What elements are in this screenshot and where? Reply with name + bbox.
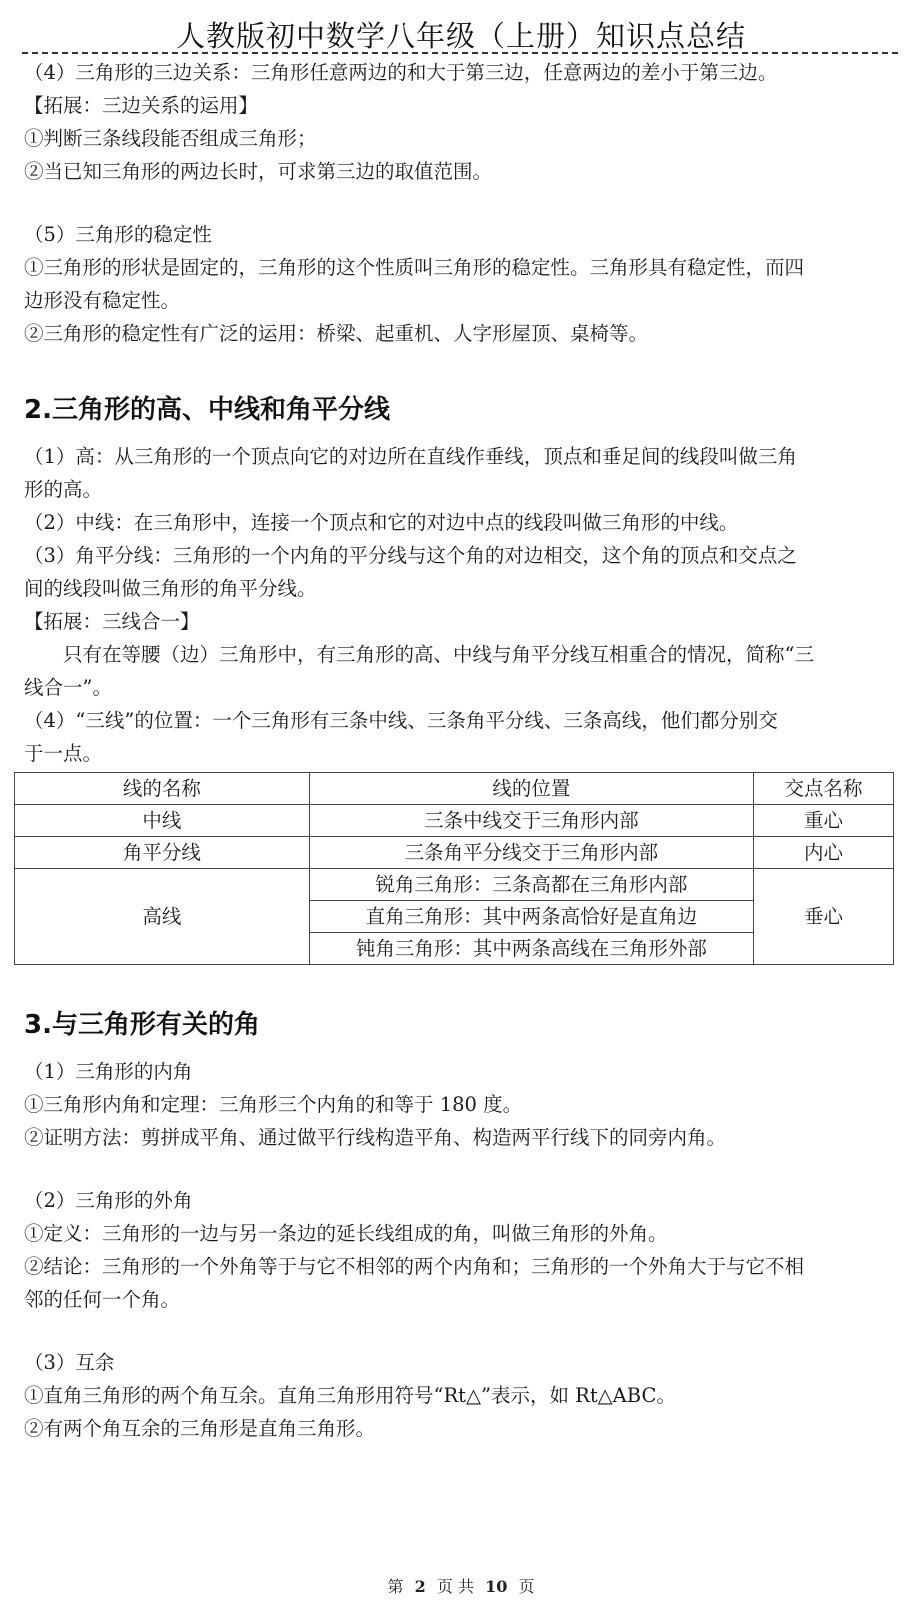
table-cell: 内心 (754, 837, 894, 869)
table-cell: 角平分线 (15, 837, 310, 869)
header-divider (22, 52, 898, 54)
footer-middle: 页 共 (436, 1577, 474, 1596)
section-2-heading: 2.三角形的高、中线和角平分线 (24, 395, 390, 425)
outer-angle-point-1: ①定义：三角形的一边与另一条边的延长线组成的角，叫做三角形的外角。 (24, 1222, 668, 1245)
document-body (24, 56, 902, 1445)
complementary-title: （3）互余 (24, 1351, 115, 1374)
three-lines-position-line-2: 于一点。 (24, 742, 103, 765)
table-cell: 三条中线交于三角形内部 (309, 805, 753, 837)
page-title: 人教版初中数学八年级（上册）知识点总结 (175, 19, 746, 53)
inner-angle-point-2: ②证明方法：剪拼成平角、通过做平行线构造平角、构造两平行线下的同旁内角。 (24, 1126, 727, 1149)
outer-angle-title: （2）三角形的外角 (24, 1189, 193, 1212)
footer-suffix: 页 (518, 1577, 535, 1596)
extension-title-three-lines: 【拓展：三线合一】 (24, 610, 200, 633)
three-lines-text-line-2: 线合一”。 (24, 676, 112, 699)
table-header-cell: 线的名称 (15, 773, 310, 805)
footer-page-number: 2 (414, 1577, 426, 1596)
table-header-cell: 线的位置 (309, 773, 753, 805)
triangle-sides-relation: （4）三角形的三边关系：三角形任意两边的和大于第三边，任意两边的差小于第三边。 (24, 61, 778, 84)
table-header-cell: 交点名称 (754, 773, 894, 805)
page-footer (0, 1574, 922, 1597)
table-row (15, 837, 894, 869)
spacer (24, 188, 902, 218)
footer-total-pages: 10 (485, 1577, 508, 1596)
spacer (24, 1154, 902, 1184)
footer-prefix: 第 (387, 1577, 404, 1596)
extension-item-1: ①判断三条线段能否组成三角形； (24, 127, 317, 150)
table-cell: 垂心 (754, 869, 894, 965)
stability-point-1-line-2: 边形没有稳定性。 (24, 289, 181, 312)
outer-angle-point-2-line-2: 邻的任何一个角。 (24, 1288, 181, 1311)
stability-title: （5）三角形的稳定性 (24, 223, 212, 246)
spacer (24, 965, 902, 1005)
median-def: （2）中线：在三角形中，连接一个顶点和它的对边中点的线段叫做三角形的中线。 (24, 511, 739, 534)
three-lines-position-line-1: （4）“三线”的位置：一个三角形有三条中线、三条角平分线、三条高线，他们都分别交 (24, 709, 778, 732)
table-cell: 三条角平分线交于三角形内部 (309, 837, 753, 869)
spacer (24, 350, 902, 390)
altitude-def-line-1: （1）高：从三角形的一个顶点向它的对边所在直线作垂线，顶点和垂足间的线段叫做三角 (24, 445, 797, 468)
table-row (15, 869, 894, 901)
inner-angle-point-1: ①三角形内角和定理：三角形三个内角的和等于 180 度。 (24, 1093, 523, 1116)
table-cell: 钝角三角形：其中两条高线在三角形外部 (309, 933, 753, 965)
extension-item-2: ②当已知三角形的两边长时，可求第三边的取值范围。 (24, 160, 493, 183)
section-3-heading: 3.与三角形有关的角 (24, 1010, 260, 1040)
table-cell: 锐角三角形：三条高都在三角形内部 (309, 869, 753, 901)
complementary-point-2: ②有两个角互余的三角形是直角三角形。 (24, 1417, 376, 1440)
table-row (15, 805, 894, 837)
spacer (24, 1316, 902, 1346)
altitude-def-line-2: 形的高。 (24, 478, 103, 501)
stability-point-2: ②三角形的稳定性有广泛的运用：桥梁、起重机、人字形屋顶、桌椅等。 (24, 322, 649, 345)
table-cell: 直角三角形：其中两条高恰好是直角边 (309, 901, 753, 933)
inner-angle-title: （1）三角形的内角 (24, 1060, 193, 1083)
bisector-def-line-1: （3）角平分线：三角形的一个内角的平分线与这个角的对边相交，这个角的顶点和交点之 (24, 544, 797, 567)
stability-point-1-line-1: ①三角形的形状是固定的，三角形的这个性质叫三角形的稳定性。三角形具有稳定性，而四 (24, 256, 805, 279)
three-lines-text-line-1: 只有在等腰（边）三角形中，有三角形的高、中线与角平分线互相重合的情况，简称“三 (63, 643, 814, 666)
bisector-def-line-2: 间的线段叫做三角形的角平分线。 (24, 577, 317, 600)
three-lines-table (14, 772, 894, 965)
extension-title-sides: 【拓展：三边关系的运用】 (24, 94, 259, 117)
table-cell: 中线 (15, 805, 310, 837)
table-header-row (15, 773, 894, 805)
table-cell: 高线 (15, 869, 310, 965)
complementary-point-1: ①直角三角形的两个角互余。直角三角形用符号“Rt△”表示，如 Rt△ABC。 (24, 1384, 676, 1407)
outer-angle-point-2-line-1: ②结论：三角形的一个外角等于与它不相邻的两个内角和；三角形的一个外角大于与它不相 (24, 1255, 805, 1278)
table-cell: 重心 (754, 805, 894, 837)
